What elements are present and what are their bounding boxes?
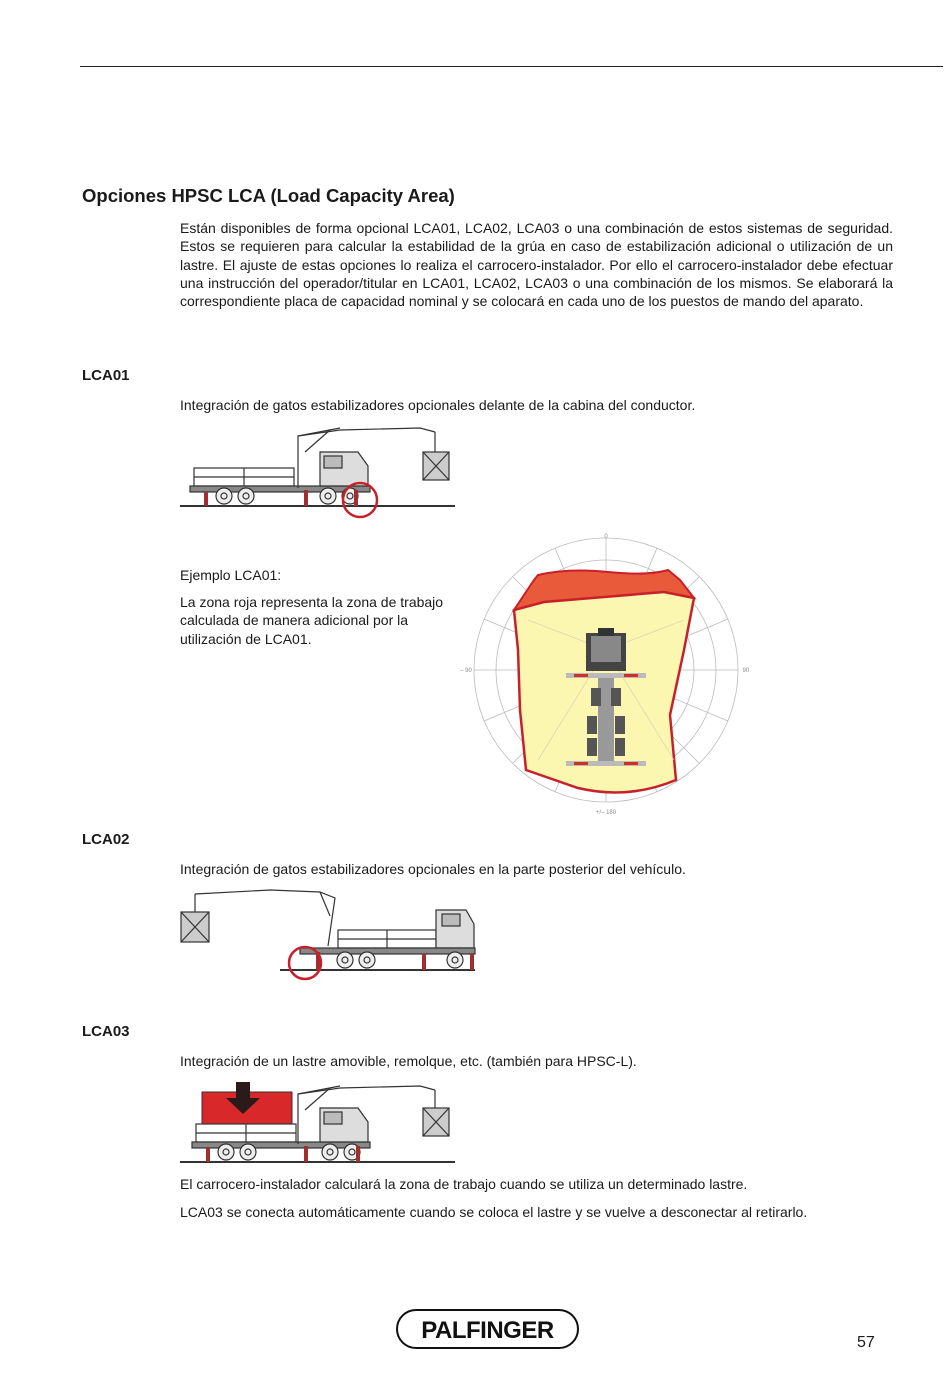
diagram-label-right: 90 (742, 668, 750, 674)
intro-paragraph: Están disponibles de forma opcional LCA01, LCA02, LCA03 o una combinación de estos sistemas de seguridad. Estos se requieren para calcular la estabilidad de la grúa en caso de estabilización adicional o utilización de un lastre. El ajuste de estas opciones lo realiza el carrocero-instalador. Por ello el carrocero-instalador debe efectuar una instrucción del operador/titular en LCA01, LCA02, LCA03 o una combinación de los mismos. Se elaborará la correspondiente placa de capacidad nominal y se colocará en cada uno de los puestos de mando del aparato. (180, 220, 893, 310)
palfinger-logo (395, 1308, 580, 1350)
lca03-heading: LCA03 (82, 1023, 130, 1040)
diagram-label-bottom: +/– 180 (595, 810, 617, 816)
lca01-heading: LCA01 (82, 367, 130, 384)
lca01-working-area-diagram (448, 530, 766, 820)
lca03-note-2: LCA03 se conecta automáticamente cuando se coloca el lastre y se vuelve a desconectar al retirarlo. (180, 1204, 808, 1220)
lca01-text: Integración de gatos estabilizadores opcionales delante de la cabina del conductor. (180, 397, 696, 413)
page-heading: Opciones HPSC LCA (Load Capacity Area) (82, 185, 455, 206)
diagram-label-top: 0 (604, 534, 608, 540)
lca02-text: Integración de gatos estabilizadores opcionales en la parte posterior del vehículo. (180, 861, 686, 877)
svg-text:PALFINGER: PALFINGER (421, 1317, 554, 1344)
page-number: 57 (857, 1334, 875, 1351)
lca03-truck-figure (180, 1078, 455, 1170)
lca01-example-title: Ejemplo LCA01: (180, 567, 282, 583)
lca02-truck-figure (180, 886, 480, 986)
lca03-text: Integración de un lastre amovible, remolque, etc. (también para HPSC-L). (180, 1053, 637, 1069)
header-rule (80, 66, 943, 67)
lca02-heading: LCA02 (82, 831, 130, 848)
diagram-label-left: – 90 (460, 668, 472, 674)
lca01-example-text: La zona roja representa la zona de trabajo calculada de manera adicional por la utilización de LCA01. (180, 594, 444, 647)
lca03-note-1: El carrocero-instalador calculará la zona de trabajo cuando se utiliza un determinado lastre. (180, 1176, 748, 1192)
lca01-truck-figure (180, 422, 455, 522)
